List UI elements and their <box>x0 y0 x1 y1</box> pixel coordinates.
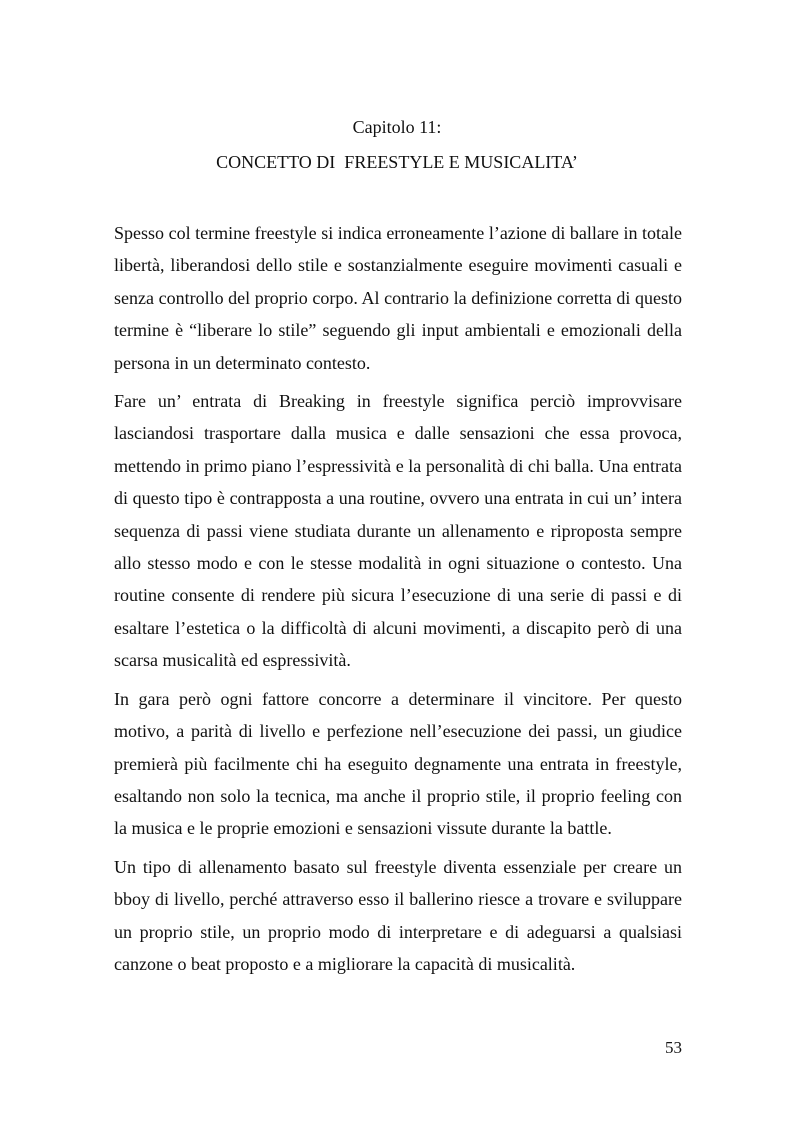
paragraph: Spesso col termine freestyle si indica erroneamente l’azione di ballare in totale libertà, liberandosi dello stile e sostanzialmente eseguire movimenti casuali e senza controllo del proprio corpo. Al contrario la definizione corretta di questo termine è “liberare lo stile” seguendo gli input ambientali e emozionali della persona in un determinato contesto. <box>114 223 682 373</box>
page-number: 53 <box>665 1038 682 1057</box>
paragraph: In gara però ogni fattore concorre a determinare il vincitore. Per questo motivo, a parità di livello e perfezione nell’esecuzione dei passi, un giudice premierà più facilmente chi ha eseguito degnamente una entrata in freestyle, esaltando non solo la tecnica, ma anche il proprio stile, il proprio feeling con la musica e le proprie emozioni e sensazioni vissute durante la battle. <box>114 688 682 839</box>
paragraph: Fare un’ entrata di Breaking in freestyle significa perciò improvvisare lasciandosi trasportare dalla musica e dalle sensazioni che essa provoca, mettendo in primo piano l’espressività e la personalità di chi balla. Una entrata di questo tipo è contrapposta a una routine, ovvero una entrata in cui un’ intera sequenza di passi viene studiata durante un allenamento e riproposta sempre allo stesso modo e con le stesse modalità in ogni situazione o contesto. Una routine consente di rendere più sicura l’esecuzione di una serie di passi e di esaltare l’estetica o la difficoltà di alcuni movimenti, a discapito però di una scarsa musicalità ed espressività. <box>114 391 682 671</box>
paragraph: Un tipo di allenamento basato sul freestyle diventa essenziale per creare un bboy di livello, perché attraverso esso il ballerino riesce a trovare e sviluppare un proprio stile, un proprio modo di interpretare e di adeguarsi a qualsiasi canzone o beat proposto e a migliorare la capacità di musicalità. <box>114 856 682 974</box>
chapter-number: Capitolo 11: <box>352 117 442 137</box>
body-text <box>114 217 682 986</box>
chapter-title: CONCETTO DI FREESTYLE E MUSICALITA’ <box>216 152 578 172</box>
